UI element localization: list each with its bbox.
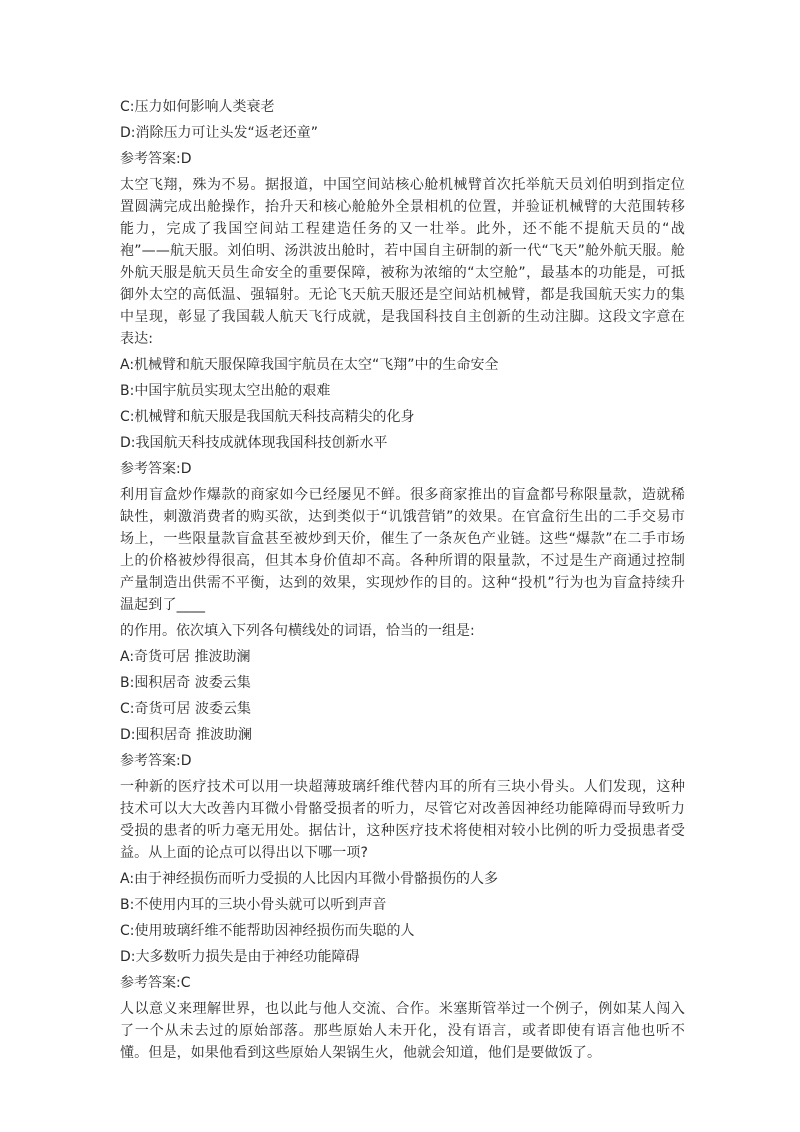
q4-answer: 参考答案:C bbox=[120, 975, 191, 991]
q4-option-d: D:大多数听力损失是由于神经功能障碍 bbox=[120, 949, 360, 965]
q4-option-c: C:使用玻璃纤维不能帮助因神经损伤而失聪的人 bbox=[120, 923, 415, 939]
q2-option-d: D:我国航天科技成就体现我国科技创新水平 bbox=[120, 435, 388, 451]
q3-option-b: B:囤积居奇 波委云集 bbox=[120, 675, 251, 691]
q3-option-a: A:奇货可居 推波助澜 bbox=[120, 649, 251, 665]
q2-option-a: A:机械臂和航天服保障我国宇航员在太空“飞翔”中的生命安全 bbox=[120, 357, 499, 373]
q2-stem: 太空飞翔，殊为不易。据报道，中国空间站核心舱机械臂首次托举航天员刘伯明到指定位置圆满完成出舱操作，抬升天和核心舱舱外全景相机的位置，并验证机械臂的大范围转移能力，完成了我国空间站工程建造任务的又一壮举。此外，还不能不提航天员的“战袍”——航天服。刘伯明、汤洪波出舱时，若中国自主研制的新一代“飞天”舱外航天服。舱外航天服是航天员生命安全的重要保障，被称为浓缩的“太空舱”，最基本的功能是，可抵御外太空的高低温、强辐射。无论飞天航天服还是空间站机械臂，都是我国航天实力的集中呈现，彰显了我国载人航天飞行成就，是我国科技自主创新的生动注脚。这段文字意在表达: bbox=[120, 177, 685, 347]
q1-answer: 参考答案:D bbox=[120, 151, 192, 167]
q3-stem: 利用盲盒炒作爆款的商家如今已经屡见不鲜。很多商家推出的盲盒都号称限量款，造就稀缺性，刺激消费者的购买欲，达到类似于“讥饿营销”的效果。在官盒衍生出的二手交易市场上，一些限量款盲盒甚至被炒到天价，催生了一条灰色产业链。这些“爆款”在二手市场上的价格被炒得很高，但其本身价值却不高。各种所谓的限量款，不过是生产商通过控制产量制造出供需不平衡，达到的效果，实现炒作的目的。这种“投机”行为也为盲盒持续升温起到了____ bbox=[120, 487, 685, 613]
document-page bbox=[120, 96, 685, 1068]
q4-stem: 一种新的医疗技术可以用一块超薄玻璃纤维代替内耳的所有三块小骨头。人们发现，这种技术可以大大改善内耳微小骨骼受损者的听力，尽管它对改善因神经功能障碍而导致听力受损的患者的听力毫无用处。据估计，这种医疗技术将使相对较小比例的听力受损患者受益。从上面的论点可以得出以下哪一项? bbox=[120, 779, 685, 861]
q2-option-b: B:中国宇航员实现太空出舱的艰难 bbox=[120, 383, 331, 399]
q1-option-c: C:压力如何影响人类衰老 bbox=[120, 99, 275, 115]
q3-option-d: D:囤积居奇 推波助澜 bbox=[120, 727, 252, 743]
q4-option-b: B:不使用内耳的三块小骨头就可以听到声音 bbox=[120, 897, 387, 913]
q1-option-d: D:消除压力可让头发“返老还童” bbox=[120, 125, 319, 141]
q4-option-a: A:由于神经损伤而听力受损的人比因内耳微小骨骼损伤的人多 bbox=[120, 871, 499, 887]
q2-option-c: C:机械臂和航天服是我国航天科技高精尖的化身 bbox=[120, 409, 415, 425]
q2-answer: 参考答案:D bbox=[120, 461, 192, 477]
q5-stem: 人以意义来理解世界，也以此与他人交流、合作。米塞斯管举过一个例子，例如某人闯入了一个从未去过的原始部落。那些原始人未开化，没有语言，或者即使有语言他也听不懂。但是，如果他看到这些原始人架锅生火，他就会知道，他们是要做饭了。 bbox=[120, 1001, 685, 1061]
q3-stem-tail: 的作用。依次填入下列各句横线处的词语，恰当的一组是: bbox=[120, 623, 475, 639]
q3-answer: 参考答案:D bbox=[120, 753, 192, 769]
q3-option-c: C:奇货可居 波委云集 bbox=[120, 701, 251, 717]
